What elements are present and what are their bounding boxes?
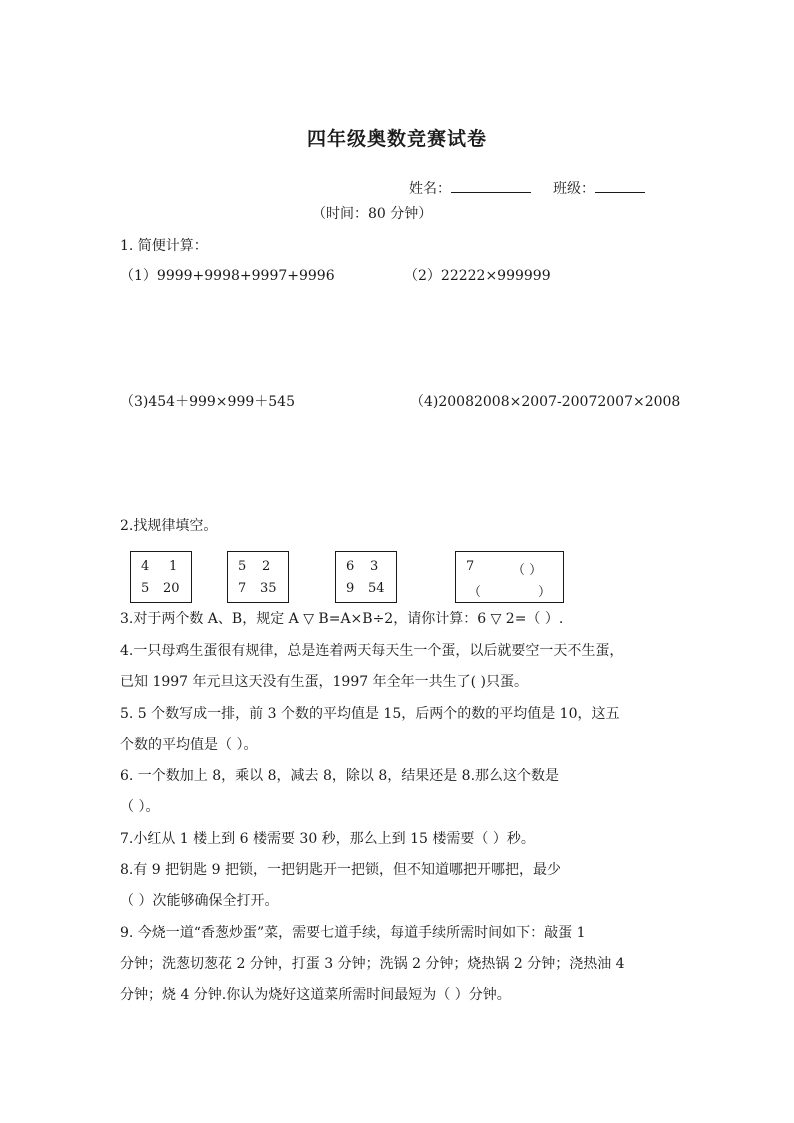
q1-part1: （1）9999+9998+9997+9996 [120,268,335,284]
q8-line-1: 8.有 9 把钥匙 9 把锁，一把钥匙开一把锁，但不知道哪把开哪把，最少 [120,862,561,878]
q1-part4: （4)20082008×2007-20072007×2008 [410,394,681,410]
name-label: 姓名： [409,181,451,197]
q3-text: 3.对于两个数 A、B，规定 A ▽ B=A×B÷2，请你计算：6 ▽ 2=（ ）. [120,611,564,627]
class-label: 班级： [553,181,595,197]
box-cell: 9 [346,581,355,596]
page-title: 四年级奥数竞赛试卷 [306,128,487,150]
box-cell: 20 [163,581,180,596]
q1-part2: （2）22222×999999 [404,268,551,284]
box-cell: 1 [169,559,178,574]
name-field [409,178,531,199]
box-cell: 4 [141,559,150,574]
q9-line-3: 分钟；烧 4 分钟.你认为烧好这道菜所需时间最短为（ ）分钟。 [120,987,511,1003]
box-cell: 35 [260,581,277,596]
box-cell: 7 [466,559,475,574]
q2-heading: 2.找规律填空。 [120,518,218,534]
box-cell: 6 [346,559,355,574]
q1-part3: （3)454＋999×999＋545 [120,394,295,410]
q9-line-1: 9. 今烧一道“香葱炒蛋”菜，需要七道手续，每道手续所需时间如下：敲蛋 1 [120,925,586,941]
q7-text: 7.小红从 1 楼上到 6 楼需要 30 秒，那么上到 15 楼需要（ ）秒。 [120,831,535,847]
class-field [553,178,645,199]
name-blank [451,178,531,193]
box-cell: 5 [141,581,150,596]
box-cell: 54 [368,581,385,596]
box-cell: 2 [262,559,271,574]
q4-line-1: 4.一只母鸡生蛋很有规律，总是连着两天每天生一个蛋，以后就要空一天不生蛋， [120,643,624,659]
box-cell: （ ） [512,563,543,578]
q8-line-2: （ ）次能够确保全打开。 [120,893,279,909]
pattern-box-4 [455,551,564,603]
time-note: （时间：80 分钟） [312,206,433,222]
q5-line-2: 个数的平均值是（ ）。 [120,737,258,753]
q4-line-2: 已知 1997 年元旦这天没有生蛋，1997 年全年一共生了( )只蛋。 [120,674,528,690]
q1-heading: 1. 简便计算： [120,238,208,254]
q6-line-1: 6. 一个数加上 8，乘以 8，减去 8，除以 8，结果还是 8.那么这个数是 [120,768,560,784]
pattern-box-2 [227,551,289,603]
q5-line-1: 5. 5 个数写成一排，前 3 个数的平均值是 15，后两个的数的平均值是 10，这五 [120,706,620,722]
box-cell: 5 [238,559,247,574]
pattern-box-1 [130,551,192,603]
class-blank [595,178,645,193]
q9-line-2: 分钟；洗葱切葱花 2 分钟，打蛋 3 分钟；洗锅 2 分钟；烧热锅 2 分钟；浇热油 4 [120,956,625,972]
box-cell: 3 [370,559,379,574]
pattern-box-3 [335,551,397,603]
q6-line-2: （ ）。 [120,799,160,815]
box-cell: 7 [238,581,247,596]
box-cell: （ [468,585,482,600]
box-cell: ） [538,585,552,600]
